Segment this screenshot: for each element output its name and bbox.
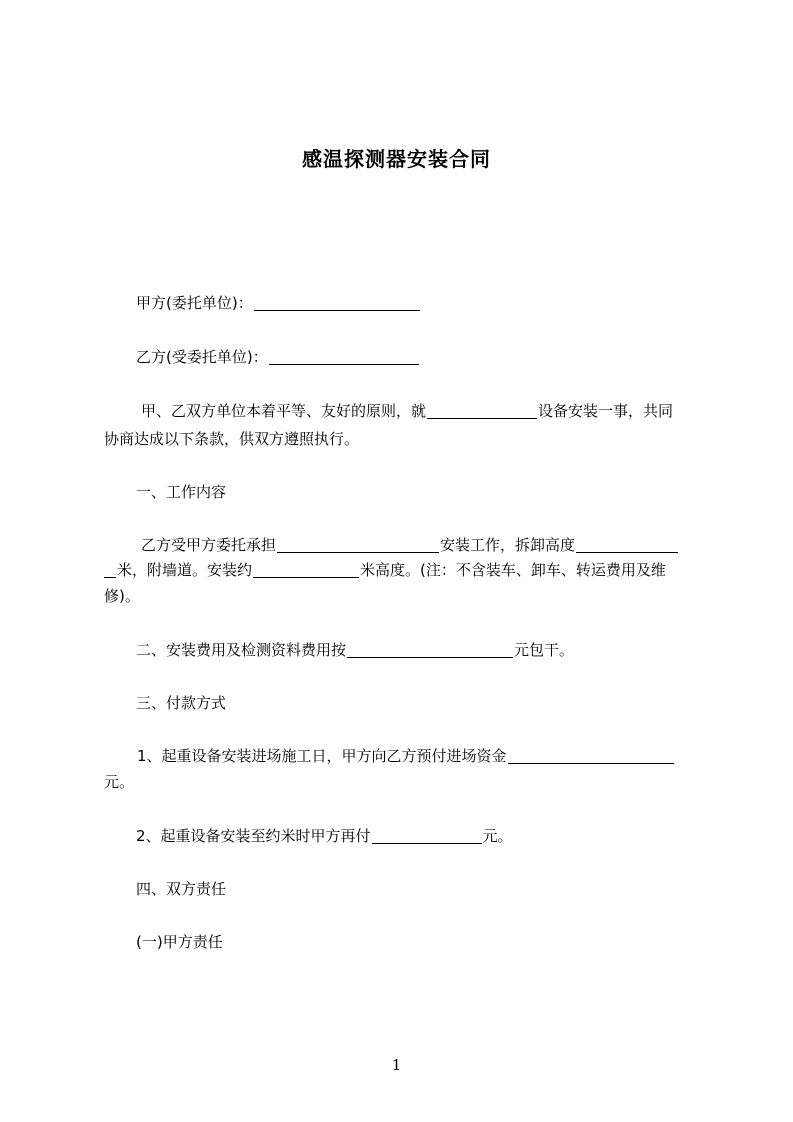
party-a-label: 甲方(委托单位)： [136, 294, 253, 312]
section1-line-3: 修)。 [104, 587, 140, 605]
section1-text-d: 米高度。(注：不含装车、卸车、转运费用及维 [360, 561, 666, 579]
payment2-blank [372, 842, 482, 844]
section1-blank-4 [253, 576, 359, 578]
page-title: 感温探测器安装合同 [302, 147, 491, 171]
payment2-text-a: 2、起重设备安装至约米时甲方再付 [136, 827, 371, 845]
section2-line [104, 639, 704, 660]
intro-text-b: 设备安装一事，共同 [538, 402, 674, 420]
section1-heading-text: 一、工作内容 [136, 483, 227, 501]
payment2-line [104, 825, 704, 846]
party-b-label: 乙方(受委托单位)： [136, 348, 268, 366]
section2-blank [347, 656, 513, 658]
section1-line-2 [104, 559, 704, 580]
section1-text-a: 乙方受甲方委托承担 [141, 536, 277, 554]
section4-sub1-text: (一)甲方责任 [136, 933, 223, 951]
party-b-line [104, 346, 704, 367]
payment1-line-1 [104, 745, 704, 766]
payment2-text-b: 元。 [482, 827, 513, 845]
section1-line-1 [104, 534, 704, 555]
section1-blank-3 [104, 576, 116, 578]
section1-blank-1 [277, 551, 439, 553]
section3-heading-text: 三、付款方式 [136, 694, 227, 712]
section4-heading [104, 878, 704, 899]
party-b-blank [269, 363, 419, 365]
payment1-blank [508, 762, 674, 764]
payment1-line-2: 元。 [104, 773, 135, 791]
intro-line-1 [104, 400, 704, 421]
page-number: 1 [391, 1056, 402, 1074]
party-a-line [104, 292, 704, 313]
section1-blank-2 [576, 551, 678, 553]
section1-text-c: 米，附墙道。安装约 [117, 561, 253, 579]
section4-sub1 [104, 931, 704, 952]
party-a-blank [254, 309, 420, 311]
intro-line-2: 协商达成以下条款，供双方遵照执行。 [104, 430, 360, 448]
section3-heading [104, 692, 704, 713]
intro-blank [427, 417, 537, 419]
payment1-text-a: 1、起重设备安装进场施工日，甲方向乙方预付进场资金 [137, 747, 507, 765]
section1-heading [104, 481, 704, 502]
section4-heading-text: 四、双方责任 [136, 880, 227, 898]
section1-text-b: 安装工作，拆卸高度 [440, 536, 576, 554]
section2-text-a: 二、安装费用及检测资料费用按 [136, 641, 347, 659]
section2-text-b: 元包干。 [514, 641, 575, 659]
intro-text-a: 甲、乙双方单位本着平等、友好的原则，就 [141, 402, 427, 420]
